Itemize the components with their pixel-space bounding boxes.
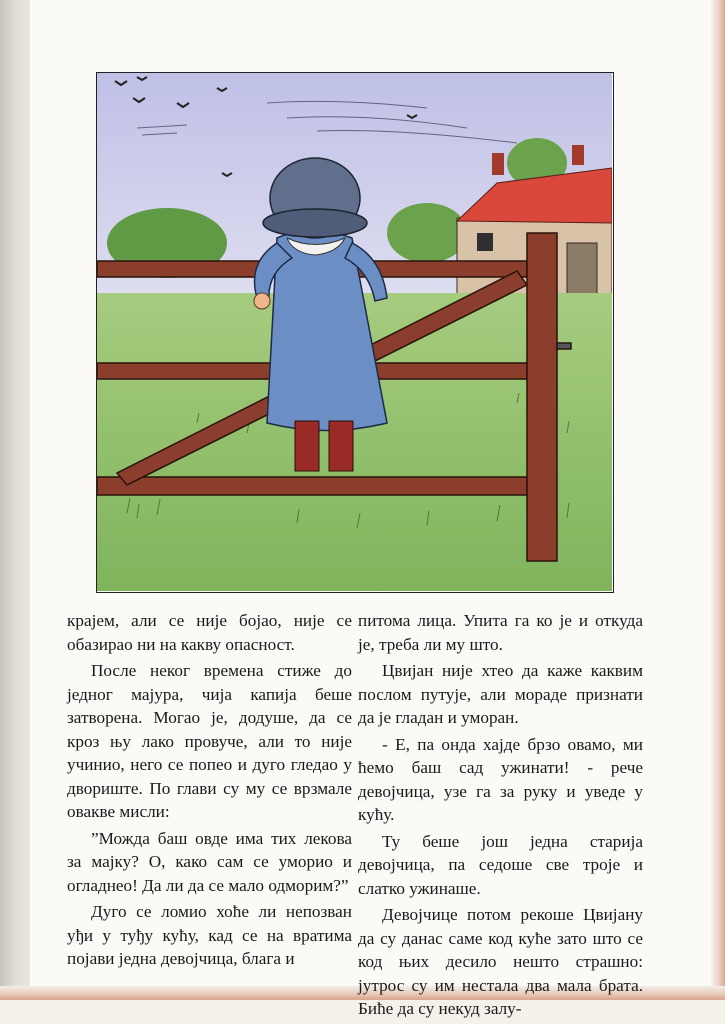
illustration-child-at-farm-gate — [96, 72, 614, 593]
page-edge-right — [711, 0, 725, 1000]
text-column-right — [358, 609, 643, 1024]
paragraph: крајем, али се није бојао, није се обазирао ни на какву опасност. — [67, 611, 352, 654]
paragraph: Девојчице потом рекоше Цвијану да су данас саме код куће зато што се код њих десило нешто страшно: јутрос су им нестала два мала брата. Биће да су некуд залу- — [358, 905, 643, 1018]
paragraph: Цвијан није хтео да каже каквим послом путује, али мораде признати да је гладан и уморан. — [358, 661, 643, 727]
paragraph: После неког времена стиже до једног мајура, чија капија беше затворена. Могао је, додуше, да се кроз њу лако провуче, али то није учинио, него се попео и дуго гледао у двориште. По глави су му се врзмале овакве мисли: — [67, 661, 352, 821]
paragraph: - Е, па онда хајде брзо овамо, ми ћемо баш сад ужинати! - рече девојчица, узе га за руку и уведе у кућу. — [358, 734, 643, 824]
paragraph: питома лица. Упита га ко је и откуда је, треба ли му што. — [358, 611, 643, 654]
paragraph: Дуго се ломио хоће ли непозван уђи у туђу кућу, кад се на вратима појави једна девојчица, блага и — [67, 902, 352, 968]
tree-middle — [387, 203, 467, 263]
text-column-left — [67, 609, 352, 974]
paragraph: ”Можда баш овде има тих лекова за мајку? О, како сам се уморио и огладнео! Да ли да се мало одморим?” — [67, 828, 352, 895]
paragraph: Ту беше још једна старија девојчица, па седоше све троје и слатко ужинаше. — [358, 831, 643, 898]
